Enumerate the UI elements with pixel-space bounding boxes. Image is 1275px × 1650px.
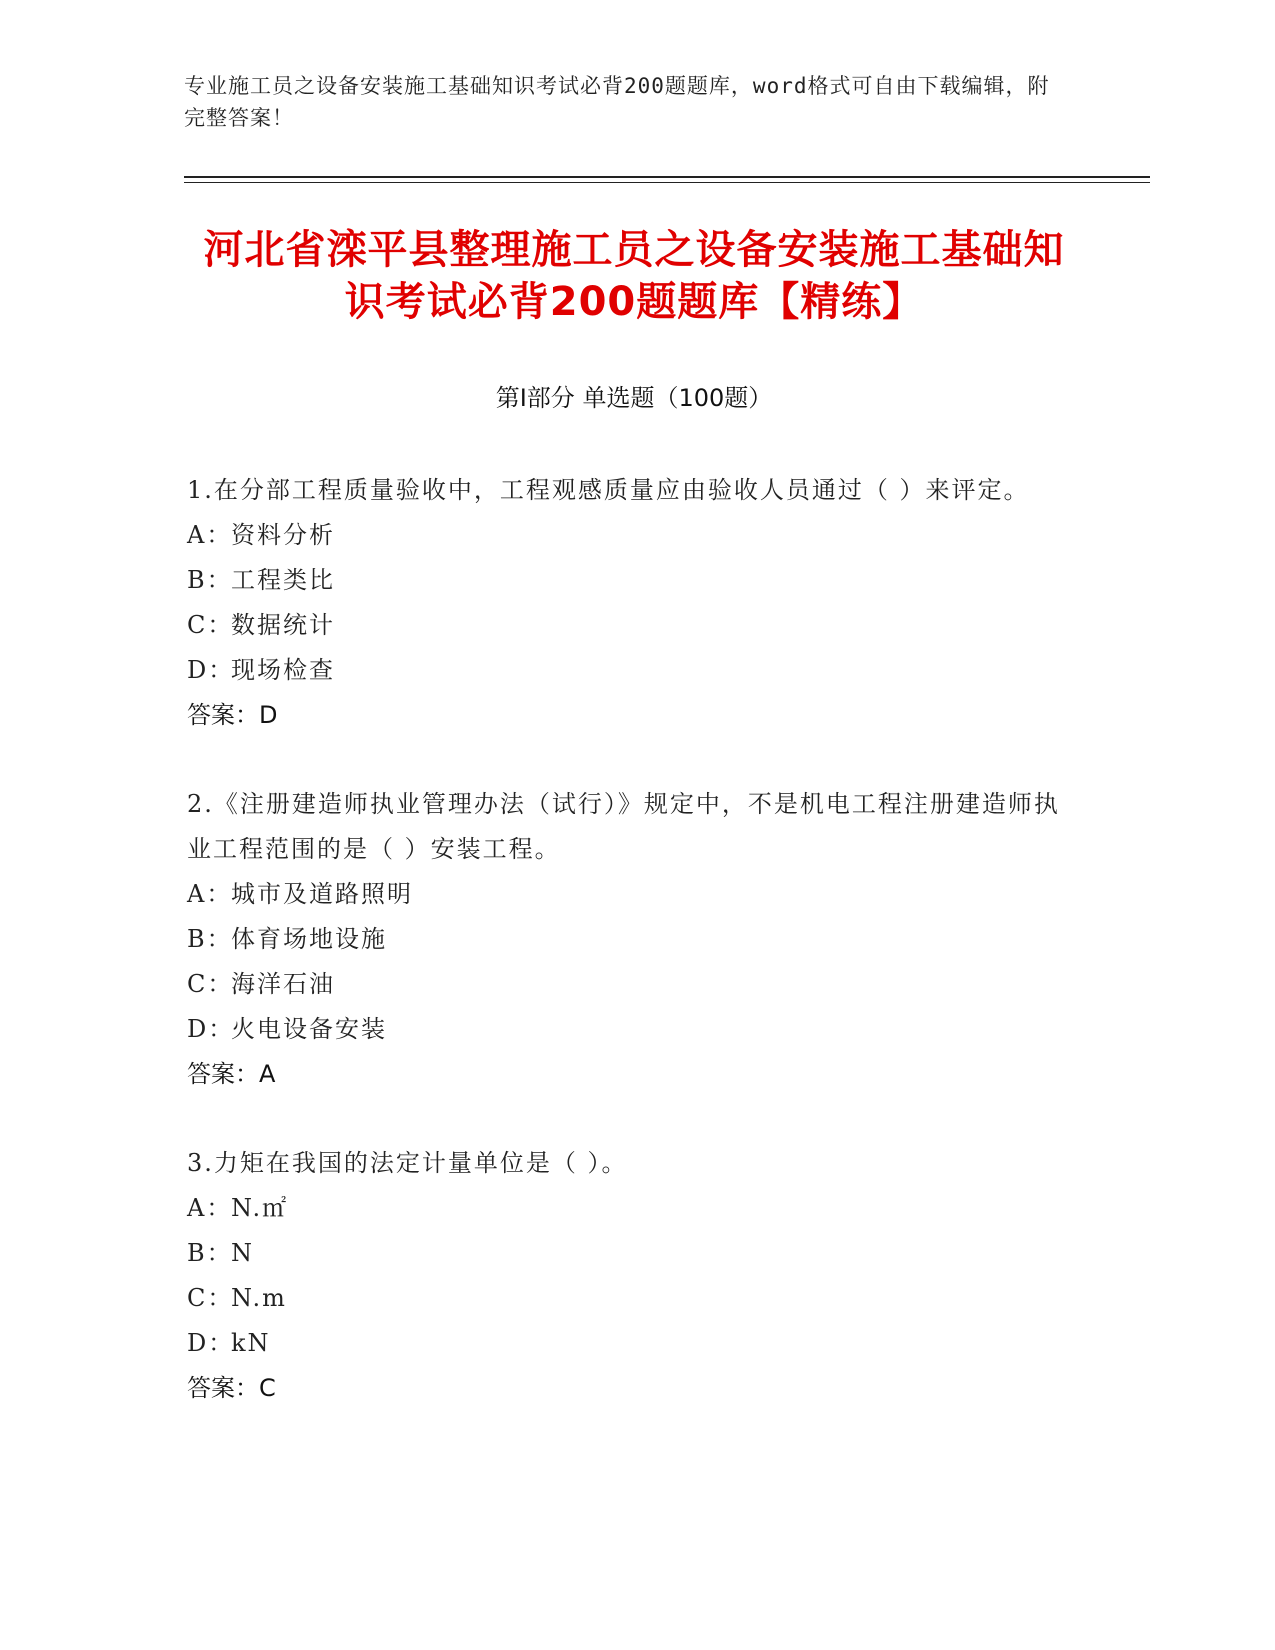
option-text: 工程类比 — [231, 566, 335, 594]
option-d — [187, 1321, 1067, 1366]
option-a — [187, 513, 1067, 558]
option-text: N — [231, 1239, 254, 1267]
option-text: 体育场地设施 — [231, 925, 387, 953]
option-key: D： — [187, 656, 235, 684]
option-c — [187, 603, 1067, 648]
answer-prefix: 答案： — [187, 701, 259, 729]
option-key: A： — [187, 880, 233, 908]
option-key: C： — [187, 611, 234, 639]
option-key: C： — [187, 970, 234, 998]
question-stem: 2.《注册建造师执业管理办法（试行）》规定中，不是机电工程注册建造师执业工程范围的是（ ）安装工程。 — [187, 790, 1060, 863]
option-b — [187, 558, 1067, 603]
document-title: 河北省滦平县整理施工员之设备安装施工基础知识考试必背200题题库【精练】 — [203, 227, 1065, 325]
option-key: B： — [187, 1239, 233, 1267]
question-stem: 1.在分部工程质量验收中，工程观感质量应由验收人员通过（ ）来评定。 — [187, 476, 1030, 504]
question-stem: 3.力矩在我国的法定计量单位是（ ）。 — [187, 1149, 628, 1177]
option-key: A： — [187, 1194, 233, 1222]
answer-line — [187, 693, 1067, 738]
option-d — [187, 1007, 1067, 1052]
option-text: 城市及道路照明 — [231, 880, 413, 908]
section-heading: 第Ⅰ部分 单选题（100题） — [495, 384, 773, 412]
option-text: N.m — [231, 1284, 287, 1312]
option-key: C： — [187, 1284, 234, 1312]
option-a — [187, 1186, 1067, 1231]
option-text: N.㎡ — [231, 1194, 289, 1222]
option-d — [187, 648, 1067, 693]
answer-value: D — [259, 701, 278, 729]
header-rule-thick — [184, 176, 1150, 178]
question-list — [187, 468, 1067, 1455]
option-key: D： — [187, 1329, 235, 1357]
option-text: kN — [231, 1329, 271, 1357]
option-key: D： — [187, 1015, 235, 1043]
option-text: 火电设备安装 — [231, 1015, 387, 1043]
answer-prefix: 答案： — [187, 1374, 259, 1402]
answer-line — [187, 1366, 1067, 1411]
option-key: B： — [187, 566, 233, 594]
option-b — [187, 1231, 1067, 1276]
option-a — [187, 872, 1067, 917]
answer-value: C — [259, 1374, 276, 1402]
header-rule-thin — [184, 182, 1150, 183]
answer-value: A — [259, 1060, 276, 1088]
option-c — [187, 1276, 1067, 1321]
question-1 — [187, 468, 1067, 738]
header-note: 专业施工员之设备安装施工基础知识考试必背200题题库，word格式可自由下载编辑，附完整答案！ — [184, 74, 1050, 130]
option-key: A： — [187, 521, 233, 549]
option-text: 数据统计 — [231, 611, 335, 639]
option-text: 海洋石油 — [231, 970, 335, 998]
answer-prefix: 答案： — [187, 1060, 259, 1088]
answer-line — [187, 1052, 1067, 1097]
option-text: 资料分析 — [231, 521, 335, 549]
question-3 — [187, 1141, 1067, 1411]
question-2 — [187, 782, 1067, 1097]
option-text: 现场检查 — [231, 656, 335, 684]
option-b — [187, 917, 1067, 962]
option-key: B： — [187, 925, 233, 953]
option-c — [187, 962, 1067, 1007]
